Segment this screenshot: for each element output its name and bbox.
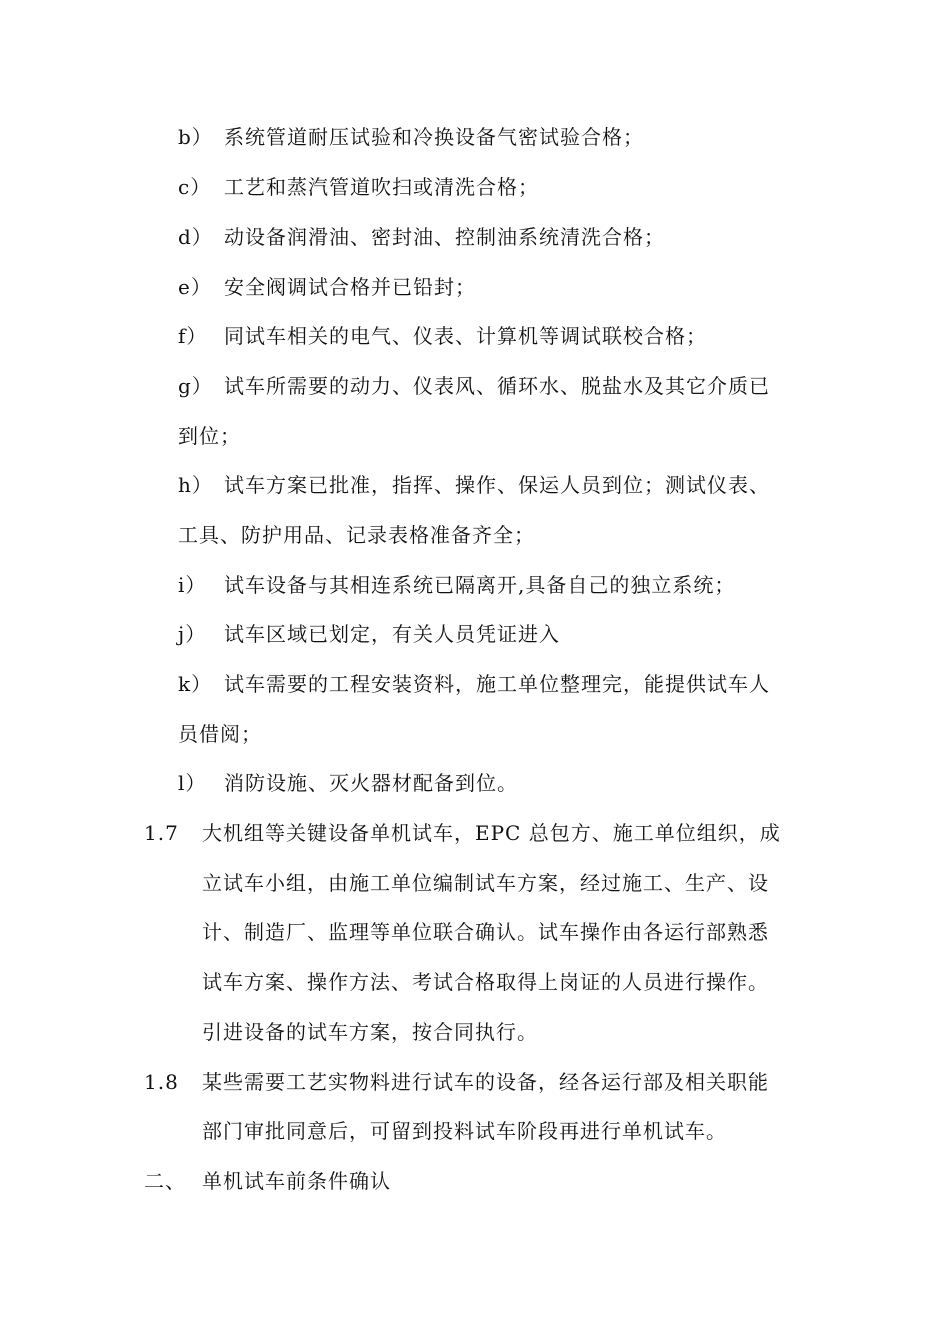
section-line: 部门审批同意后，可留到投料试车阶段再进行单机试车。 [202, 1119, 727, 1143]
item-text: 动设备润滑油、密封油、控制油系统清洗合格； [224, 225, 665, 249]
list-item [178, 322, 707, 350]
section-number: 1.8 [144, 1070, 179, 1094]
item-label: i） [178, 573, 207, 597]
list-item [178, 273, 476, 301]
list-item [178, 670, 770, 698]
item-text: 同试车相关的电气、仪表、计算机等调试联校合格； [224, 324, 707, 348]
item-text: 消防设施、灭火器材配备到位。 [224, 771, 518, 795]
section-heading [144, 1167, 391, 1195]
item-text: 试车区域已划定，有关人员凭证进入 [224, 622, 560, 646]
section-number: 1.7 [144, 821, 179, 845]
item-label: d） [178, 225, 213, 249]
list-item [178, 769, 518, 797]
item-label: l） [178, 771, 207, 795]
item-text: 安全阀调试合格并已铅封； [224, 275, 476, 299]
item-text: 试车需要的工程安装资料，施工单位整理完，能提供试车人 [224, 672, 770, 696]
item-label: g） [178, 374, 213, 398]
item-text: 系统管道耐压试验和冷换设备气密试验合格； [224, 125, 644, 149]
item-label: b） [178, 125, 213, 149]
section-line: 计、制造厂、监理等单位联合确认。试车操作由各运行部熟悉 [202, 920, 769, 944]
list-item [178, 620, 560, 648]
item-text: 试车方案已批准，指挥、操作、保运人员到位；测试仪表、 [224, 473, 770, 497]
item-label: k） [178, 672, 213, 696]
list-item [178, 173, 539, 201]
heading-text: 单机试车前条件确认 [202, 1169, 391, 1193]
item-text: 试车所需要的动力、仪表风、循环水、脱盐水及其它介质已 [224, 374, 770, 398]
item-text: 试车设备与其相连系统已隔离开,具备自己的独立系统； [224, 573, 736, 597]
item-text: 工艺和蒸汽管道吹扫或清洗合格； [224, 175, 539, 199]
item-label: c） [178, 175, 212, 199]
list-item-continuation: 到位； [178, 424, 241, 448]
heading-number: 二、 [144, 1169, 186, 1193]
section-line: 试车方案、操作方法、考试合格取得上岗证的人员进行操作。 [202, 970, 769, 994]
section-line: 某些需要工艺实物料进行试车的设备，经各运行部及相关职能 [202, 1070, 769, 1094]
item-label: f） [178, 324, 208, 348]
list-item-continuation: 工具、防护用品、记录表格准备齐全； [178, 523, 535, 547]
section-line: 大机组等关键设备单机试车，EPC 总包方、施工单位组织，成 [202, 821, 781, 845]
list-item [178, 571, 735, 599]
section-line: 立试车小组，由施工单位编制试车方案，经过施工、生产、设 [202, 871, 769, 895]
section-line: 引进设备的试车方案，按合同执行。 [202, 1020, 538, 1044]
list-item-continuation: 员借阅； [178, 722, 262, 746]
list-item [178, 372, 770, 400]
list-item [178, 223, 665, 251]
item-label: h） [178, 473, 213, 497]
item-label: j） [178, 622, 207, 646]
list-item [178, 471, 770, 499]
list-item [178, 123, 644, 151]
item-label: e） [178, 275, 212, 299]
section-paragraph [144, 819, 781, 847]
section-paragraph [144, 1068, 769, 1096]
